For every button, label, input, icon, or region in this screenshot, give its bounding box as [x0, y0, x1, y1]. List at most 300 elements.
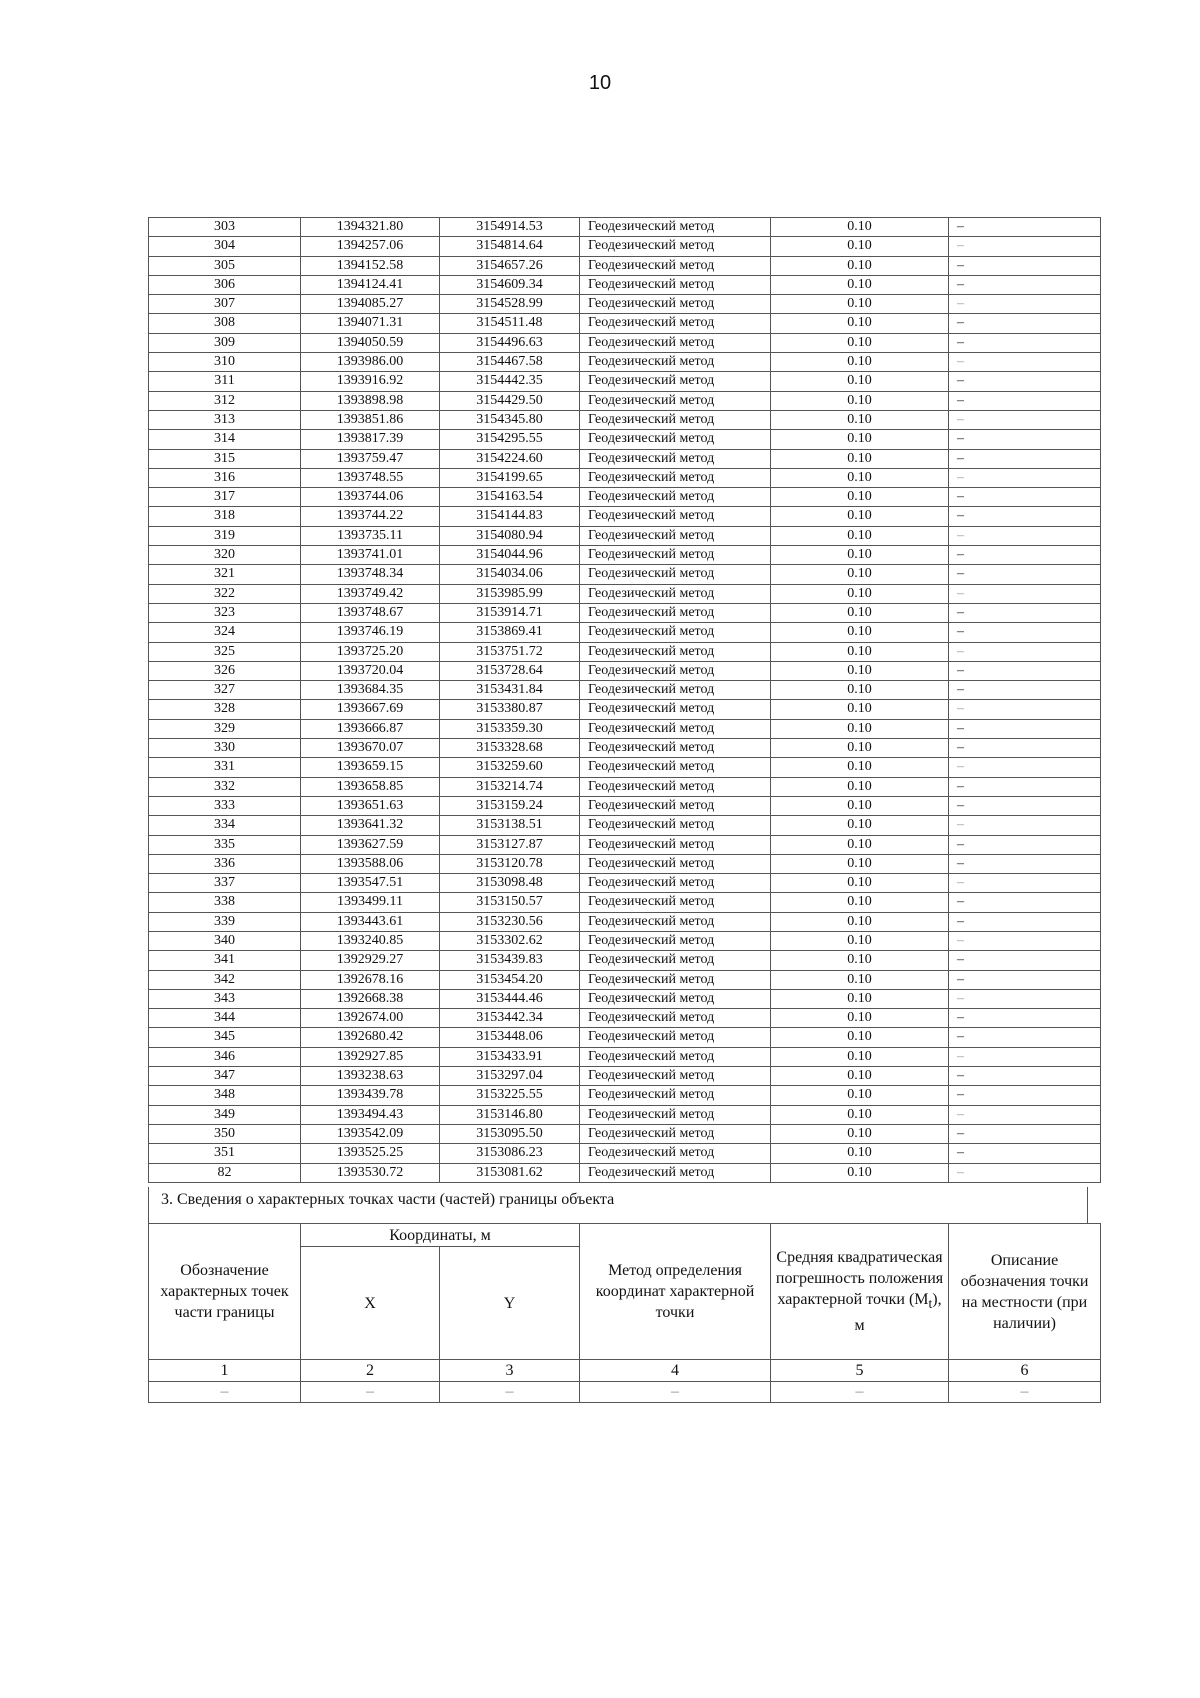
x-coordinate-cell: 1393746.19: [301, 623, 440, 642]
accuracy-cell: 0.10: [771, 1105, 949, 1124]
accuracy-cell: 0.10: [771, 526, 949, 545]
empty-cell: –: [580, 1382, 771, 1403]
y-coordinate-cell: 3153214.74: [440, 777, 580, 796]
description-cell: –: [949, 623, 1101, 642]
description-cell: –: [949, 237, 1101, 256]
empty-cell: –: [771, 1382, 949, 1403]
y-coordinate-cell: 3153454.20: [440, 970, 580, 989]
x-coordinate-cell: 1393725.20: [301, 642, 440, 661]
y-coordinate-cell: 3154511.48: [440, 314, 580, 333]
description-cell: –: [949, 1124, 1101, 1143]
accuracy-cell: 0.10: [771, 719, 949, 738]
description-cell: –: [949, 816, 1101, 835]
table-row: [149, 1124, 1101, 1143]
accuracy-cell: 0.10: [771, 739, 949, 758]
description-cell: –: [949, 1067, 1101, 1086]
point-number-cell: 335: [149, 835, 301, 854]
table-row: [149, 546, 1101, 565]
y-coordinate-cell: 3153728.64: [440, 661, 580, 680]
y-coordinate-cell: 3154657.26: [440, 256, 580, 275]
y-coordinate-cell: 3154609.34: [440, 275, 580, 294]
description-cell: –: [949, 1047, 1101, 1066]
x-coordinate-cell: 1393851.86: [301, 410, 440, 429]
point-number-cell: 307: [149, 295, 301, 314]
table-row: [149, 989, 1101, 1008]
y-coordinate-cell: 3153433.91: [440, 1047, 580, 1066]
x-coordinate-cell: 1393744.22: [301, 507, 440, 526]
accuracy-cell: 0.10: [771, 777, 949, 796]
table-row: [149, 353, 1101, 372]
method-cell: Геодезический метод: [580, 1124, 771, 1143]
accuracy-cell: 0.10: [771, 449, 949, 468]
table-row: [149, 796, 1101, 815]
point-number-cell: 309: [149, 333, 301, 352]
y-coordinate-cell: 3153914.71: [440, 603, 580, 622]
x-coordinate-cell: 1393670.07: [301, 739, 440, 758]
description-cell: –: [949, 1086, 1101, 1105]
x-coordinate-cell: 1393238.63: [301, 1067, 440, 1086]
table-row: [149, 218, 1101, 237]
accuracy-cell: 0.10: [771, 700, 949, 719]
point-number-cell: 315: [149, 449, 301, 468]
method-cell: Геодезический метод: [580, 565, 771, 584]
y-coordinate-cell: 3153081.62: [440, 1163, 580, 1182]
table-row: [149, 874, 1101, 893]
table-row: [149, 314, 1101, 333]
method-cell: Геодезический метод: [580, 237, 771, 256]
y-coordinate-cell: 3153095.50: [440, 1124, 580, 1143]
table-row: [149, 777, 1101, 796]
point-number-cell: 345: [149, 1028, 301, 1047]
y-coordinate-cell: 3154034.06: [440, 565, 580, 584]
y-coordinate-cell: 3153444.46: [440, 989, 580, 1008]
description-cell: –: [949, 970, 1101, 989]
point-number-cell: 341: [149, 951, 301, 970]
y-coordinate-cell: 3153439.83: [440, 951, 580, 970]
x-coordinate-cell: 1392678.16: [301, 970, 440, 989]
y-coordinate-cell: 3154199.65: [440, 468, 580, 487]
accuracy-cell: 0.10: [771, 507, 949, 526]
table-row: [149, 739, 1101, 758]
accuracy-cell: 0.10: [771, 218, 949, 237]
table-row: [149, 854, 1101, 873]
y-coordinate-cell: 3153098.48: [440, 874, 580, 893]
x-coordinate-cell: 1393240.85: [301, 931, 440, 950]
table-row: [149, 835, 1101, 854]
method-cell: Геодезический метод: [580, 1047, 771, 1066]
method-cell: Геодезический метод: [580, 353, 771, 372]
accuracy-cell: 0.10: [771, 333, 949, 352]
y-coordinate-cell: 3153127.87: [440, 835, 580, 854]
y-coordinate-cell: 3154467.58: [440, 353, 580, 372]
column-number: 6: [949, 1360, 1101, 1382]
point-number-cell: 332: [149, 777, 301, 796]
point-number-cell: 319: [149, 526, 301, 545]
table-row: [149, 372, 1101, 391]
description-cell: –: [949, 353, 1101, 372]
y-coordinate-cell: 3153120.78: [440, 854, 580, 873]
table-row: [149, 642, 1101, 661]
point-number-cell: 305: [149, 256, 301, 275]
method-cell: Геодезический метод: [580, 488, 771, 507]
point-number-cell: 304: [149, 237, 301, 256]
y-coordinate-cell: 3154814.64: [440, 237, 580, 256]
description-cell: –: [949, 275, 1101, 294]
table-row: [149, 584, 1101, 603]
header-y: Y: [440, 1247, 580, 1360]
accuracy-cell: 0.10: [771, 758, 949, 777]
description-cell: –: [949, 333, 1101, 352]
description-cell: –: [949, 410, 1101, 429]
method-cell: Геодезический метод: [580, 449, 771, 468]
x-coordinate-cell: 1393641.32: [301, 816, 440, 835]
column-number: 3: [440, 1360, 580, 1382]
x-coordinate-cell: 1393547.51: [301, 874, 440, 893]
accuracy-cell: 0.10: [771, 1163, 949, 1182]
method-cell: Геодезический метод: [580, 1067, 771, 1086]
table-row: [149, 1163, 1101, 1182]
accuracy-cell: 0.10: [771, 661, 949, 680]
table-row: [149, 449, 1101, 468]
header-row-top: [149, 1224, 1101, 1247]
table-row: [149, 1047, 1101, 1066]
point-number-cell: 337: [149, 874, 301, 893]
x-coordinate-cell: 1393530.72: [301, 1163, 440, 1182]
description-cell: –: [949, 719, 1101, 738]
boundary-points-body: [149, 218, 1101, 1183]
empty-cell: –: [949, 1382, 1101, 1403]
description-cell: –: [949, 661, 1101, 680]
description-cell: –: [949, 546, 1101, 565]
description-cell: –: [949, 314, 1101, 333]
method-cell: Геодезический метод: [580, 546, 771, 565]
description-cell: –: [949, 700, 1101, 719]
accuracy-cell: 0.10: [771, 314, 949, 333]
description-cell: –: [949, 739, 1101, 758]
x-coordinate-cell: 1393627.59: [301, 835, 440, 854]
header-method: Метод определения координат характерной точки: [580, 1224, 771, 1360]
point-number-cell: 350: [149, 1124, 301, 1143]
accuracy-cell: 0.10: [771, 275, 949, 294]
y-coordinate-cell: 3154295.55: [440, 430, 580, 449]
x-coordinate-cell: 1393759.47: [301, 449, 440, 468]
y-coordinate-cell: 3153985.99: [440, 584, 580, 603]
method-cell: Геодезический метод: [580, 642, 771, 661]
accuracy-cell: 0.10: [771, 237, 949, 256]
point-number-cell: 333: [149, 796, 301, 815]
x-coordinate-cell: 1393916.92: [301, 372, 440, 391]
method-cell: Геодезический метод: [580, 1163, 771, 1182]
x-coordinate-cell: 1392674.00: [301, 1009, 440, 1028]
description-cell: –: [949, 1028, 1101, 1047]
method-cell: Геодезический метод: [580, 623, 771, 642]
accuracy-cell: 0.10: [771, 353, 949, 372]
accuracy-cell: 0.10: [771, 468, 949, 487]
table-row: [149, 661, 1101, 680]
table-row: [149, 275, 1101, 294]
x-coordinate-cell: 1394071.31: [301, 314, 440, 333]
accuracy-cell: 0.10: [771, 642, 949, 661]
y-coordinate-cell: 3153150.57: [440, 893, 580, 912]
header-accuracy-subscript: t: [928, 1296, 933, 1312]
x-coordinate-cell: 1392929.27: [301, 951, 440, 970]
y-coordinate-cell: 3154429.50: [440, 391, 580, 410]
table-row: [149, 951, 1101, 970]
description-cell: –: [949, 777, 1101, 796]
x-coordinate-cell: 1393494.43: [301, 1105, 440, 1124]
y-coordinate-cell: 3153359.30: [440, 719, 580, 738]
method-cell: Геодезический метод: [580, 931, 771, 950]
method-cell: Геодезический метод: [580, 854, 771, 873]
x-coordinate-cell: 1393986.00: [301, 353, 440, 372]
method-cell: Геодезический метод: [580, 1028, 771, 1047]
x-coordinate-cell: 1394085.27: [301, 295, 440, 314]
method-cell: Геодезический метод: [580, 468, 771, 487]
description-cell: –: [949, 1144, 1101, 1163]
table-row: [149, 430, 1101, 449]
accuracy-cell: 0.10: [771, 546, 949, 565]
x-coordinate-cell: 1394152.58: [301, 256, 440, 275]
point-number-cell: 347: [149, 1067, 301, 1086]
description-cell: –: [949, 430, 1101, 449]
point-number-cell: 311: [149, 372, 301, 391]
y-coordinate-cell: 3153442.34: [440, 1009, 580, 1028]
table-row: [149, 816, 1101, 835]
method-cell: Геодезический метод: [580, 1105, 771, 1124]
method-cell: Геодезический метод: [580, 603, 771, 622]
accuracy-cell: 0.10: [771, 430, 949, 449]
method-cell: Геодезический метод: [580, 507, 771, 526]
description-cell: –: [949, 854, 1101, 873]
column-number: 1: [149, 1360, 301, 1382]
x-coordinate-cell: 1393443.61: [301, 912, 440, 931]
x-coordinate-cell: 1393744.06: [301, 488, 440, 507]
method-cell: Геодезический метод: [580, 256, 771, 275]
accuracy-cell: 0.10: [771, 989, 949, 1008]
point-number-cell: 338: [149, 893, 301, 912]
description-cell: –: [949, 449, 1101, 468]
x-coordinate-cell: 1393898.98: [301, 391, 440, 410]
y-coordinate-cell: 3153159.24: [440, 796, 580, 815]
point-number-cell: 325: [149, 642, 301, 661]
table-row: [149, 565, 1101, 584]
column-number: 4: [580, 1360, 771, 1382]
empty-data-row: [149, 1382, 1101, 1403]
table-row: [149, 700, 1101, 719]
header-description: Описание обозначения точки на местности (при наличии): [949, 1224, 1101, 1360]
table-row: [149, 623, 1101, 642]
x-coordinate-cell: 1393651.63: [301, 796, 440, 815]
description-cell: –: [949, 681, 1101, 700]
method-cell: Геодезический метод: [580, 526, 771, 545]
table-row: [149, 719, 1101, 738]
point-number-cell: 351: [149, 1144, 301, 1163]
y-coordinate-cell: 3153431.84: [440, 681, 580, 700]
method-cell: Геодезический метод: [580, 777, 771, 796]
method-cell: Геодезический метод: [580, 912, 771, 931]
table-row: [149, 295, 1101, 314]
y-coordinate-cell: 3153297.04: [440, 1067, 580, 1086]
y-coordinate-cell: 3153302.62: [440, 931, 580, 950]
x-coordinate-cell: 1393499.11: [301, 893, 440, 912]
table-row: [149, 391, 1101, 410]
column-number: 2: [301, 1360, 440, 1382]
x-coordinate-cell: 1392680.42: [301, 1028, 440, 1047]
boundary-points-table: [148, 217, 1101, 1183]
point-number-cell: 321: [149, 565, 301, 584]
method-cell: Геодезический метод: [580, 719, 771, 738]
accuracy-cell: 0.10: [771, 951, 949, 970]
accuracy-cell: 0.10: [771, 835, 949, 854]
empty-cell: –: [301, 1382, 440, 1403]
method-cell: Геодезический метод: [580, 391, 771, 410]
x-coordinate-cell: 1393659.15: [301, 758, 440, 777]
point-number-cell: 317: [149, 488, 301, 507]
x-coordinate-cell: 1393525.25: [301, 1144, 440, 1163]
method-cell: Геодезический метод: [580, 218, 771, 237]
method-cell: Геодезический метод: [580, 989, 771, 1008]
method-cell: Геодезический метод: [580, 275, 771, 294]
method-cell: Геодезический метод: [580, 681, 771, 700]
description-cell: –: [949, 931, 1101, 950]
y-coordinate-cell: 3154496.63: [440, 333, 580, 352]
table-row: [149, 603, 1101, 622]
point-number-cell: 342: [149, 970, 301, 989]
point-number-cell: 306: [149, 275, 301, 294]
accuracy-cell: 0.10: [771, 970, 949, 989]
x-coordinate-cell: 1393684.35: [301, 681, 440, 700]
method-cell: Геодезический метод: [580, 874, 771, 893]
x-coordinate-cell: 1393817.39: [301, 430, 440, 449]
x-coordinate-cell: 1394257.06: [301, 237, 440, 256]
point-number-cell: 334: [149, 816, 301, 835]
description-cell: –: [949, 507, 1101, 526]
accuracy-cell: 0.10: [771, 256, 949, 275]
description-cell: –: [949, 1105, 1101, 1124]
table-row: [149, 681, 1101, 700]
header-accuracy-main: Средняя квадратическая погрешность положения характерной точки (М: [775, 1249, 944, 1309]
y-coordinate-cell: 3153751.72: [440, 642, 580, 661]
description-cell: –: [949, 218, 1101, 237]
x-coordinate-cell: 1394321.80: [301, 218, 440, 237]
point-number-cell: 303: [149, 218, 301, 237]
y-coordinate-cell: 3153146.80: [440, 1105, 580, 1124]
point-number-cell: 340: [149, 931, 301, 950]
accuracy-cell: 0.10: [771, 1086, 949, 1105]
page-number: 10: [588, 72, 612, 94]
table-row: [149, 893, 1101, 912]
x-coordinate-cell: 1392668.38: [301, 989, 440, 1008]
accuracy-cell: 0.10: [771, 1028, 949, 1047]
point-number-cell: 316: [149, 468, 301, 487]
table-row: [149, 1028, 1101, 1047]
x-coordinate-cell: 1393658.85: [301, 777, 440, 796]
table-row: [149, 526, 1101, 545]
point-number-cell: 314: [149, 430, 301, 449]
header-accuracy-tail: ), м: [854, 1291, 942, 1334]
table-row: [149, 931, 1101, 950]
point-number-cell: 331: [149, 758, 301, 777]
method-cell: Геодезический метод: [580, 758, 771, 777]
point-number-cell: 328: [149, 700, 301, 719]
description-cell: –: [949, 526, 1101, 545]
table-row: [149, 410, 1101, 429]
method-cell: Геодезический метод: [580, 835, 771, 854]
description-cell: –: [949, 584, 1101, 603]
header-designation: Обозначение характерных точек части границы: [149, 1224, 301, 1360]
accuracy-cell: 0.10: [771, 931, 949, 950]
point-number-cell: 348: [149, 1086, 301, 1105]
description-cell: –: [949, 565, 1101, 584]
method-cell: Геодезический метод: [580, 1009, 771, 1028]
header-accuracy: [771, 1224, 949, 1360]
accuracy-cell: 0.10: [771, 1067, 949, 1086]
x-coordinate-cell: 1393439.78: [301, 1086, 440, 1105]
description-cell: –: [949, 796, 1101, 815]
method-cell: Геодезический метод: [580, 1086, 771, 1105]
y-coordinate-cell: 3154914.53: [440, 218, 580, 237]
description-cell: –: [949, 912, 1101, 931]
y-coordinate-cell: 3154044.96: [440, 546, 580, 565]
point-number-cell: 336: [149, 854, 301, 873]
accuracy-cell: 0.10: [771, 391, 949, 410]
table-row: [149, 912, 1101, 931]
method-cell: Геодезический метод: [580, 700, 771, 719]
y-coordinate-cell: 3154345.80: [440, 410, 580, 429]
method-cell: Геодезический метод: [580, 1144, 771, 1163]
description-cell: –: [949, 758, 1101, 777]
accuracy-cell: 0.10: [771, 1047, 949, 1066]
x-coordinate-cell: 1394124.41: [301, 275, 440, 294]
y-coordinate-cell: 3154080.94: [440, 526, 580, 545]
method-cell: Геодезический метод: [580, 661, 771, 680]
accuracy-cell: 0.10: [771, 372, 949, 391]
description-cell: –: [949, 391, 1101, 410]
description-cell: –: [949, 1163, 1101, 1182]
empty-cell: –: [149, 1382, 301, 1403]
x-coordinate-cell: 1393748.67: [301, 603, 440, 622]
method-cell: Геодезический метод: [580, 951, 771, 970]
method-cell: Геодезический метод: [580, 816, 771, 835]
table-row: [149, 1009, 1101, 1028]
table-row: [149, 468, 1101, 487]
method-cell: Геодезический метод: [580, 410, 771, 429]
point-number-cell: 312: [149, 391, 301, 410]
y-coordinate-cell: 3154163.54: [440, 488, 580, 507]
y-coordinate-cell: 3153225.55: [440, 1086, 580, 1105]
accuracy-cell: 0.10: [771, 893, 949, 912]
point-number-cell: 326: [149, 661, 301, 680]
empty-cell: –: [440, 1382, 580, 1403]
part-boundary-table: [148, 1223, 1101, 1403]
description-cell: –: [949, 372, 1101, 391]
method-cell: Геодезический метод: [580, 893, 771, 912]
x-coordinate-cell: 1394050.59: [301, 333, 440, 352]
accuracy-cell: 0.10: [771, 796, 949, 815]
accuracy-cell: 0.10: [771, 565, 949, 584]
table-row: [149, 237, 1101, 256]
accuracy-cell: 0.10: [771, 912, 949, 931]
point-number-cell: 310: [149, 353, 301, 372]
table-row: [149, 507, 1101, 526]
point-number-cell: 322: [149, 584, 301, 603]
y-coordinate-cell: 3154442.35: [440, 372, 580, 391]
description-cell: –: [949, 256, 1101, 275]
y-coordinate-cell: 3153380.87: [440, 700, 580, 719]
header-coordinates: Координаты, м: [301, 1224, 580, 1247]
accuracy-cell: 0.10: [771, 295, 949, 314]
description-cell: –: [949, 468, 1101, 487]
